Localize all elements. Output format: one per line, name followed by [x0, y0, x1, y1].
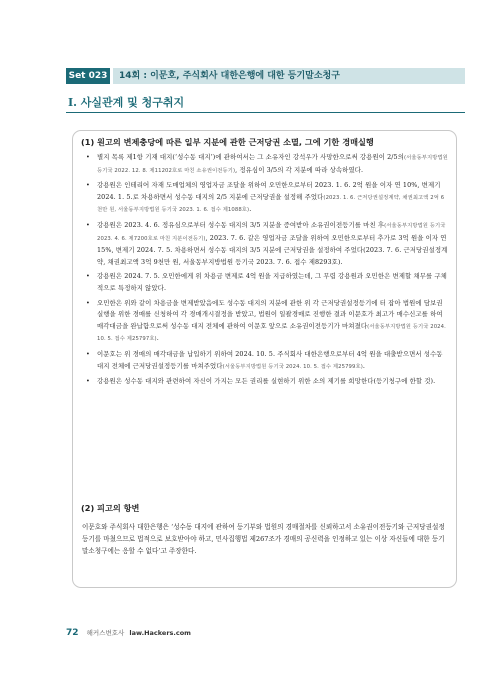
footer-brand: 해커스변호사	[86, 629, 125, 637]
set-label: Set 023	[66, 68, 110, 84]
list-item: • 별지 목록 제1항 기재 대지(‘성수동 대지’)에 관하여서는 그 소유자인 강석우가 사망한으로써 강용원이 2/5의(서울동부지방법원 등기국 2022. 12. 8. 제11202호로 마친 소유권이전등기), 정유심이 3/5의 각 지분에 따라 상속하였다.	[86, 153, 448, 174]
list-item: • 강용원은 2024. 7. 5. 오민한에게 위 차용금 변제로 4억 원을 지급하였는데, 그 무렵 강용원과 오민한은 변제할 채무를 구체적으로 특정하지 않았다.	[86, 272, 447, 292]
defense-paragraph: 이문호와 주식회사 대한은행은 ‘성수동 대지에 관하여 등기부와 법원의 경매절차를 신뢰하고서 소유권이전등기와 근저당권설정등기를 마쳤으므로 법적으로 보호받아야 하고, 민사집행법 제267조가 경매의 공신력을 인정하고 있는 이상 자신들에 대한 등기말소청구에는 응할 수 없다’고 주장한다.	[82, 523, 445, 555]
page-number: 72	[66, 628, 79, 638]
sub-heading-plaintiff: (1) 원고의 변제충당에 따른 일부 지분에 관한 근저당권 소멸, 그에 기한 경매실행	[81, 137, 374, 147]
sub-heading-defense: (2) 피고의 항변	[81, 503, 140, 513]
footer-url: law.Hackers.com	[129, 629, 191, 637]
section-divider	[66, 112, 465, 113]
page-footer	[66, 620, 191, 639]
section-heading: I. 사실관계 및 청구취지	[68, 96, 185, 109]
list-item: • 강용원은 인테리어 자재 도매업체의 영업자금 조달을 위하여 오민한으로부터 2023. 1. 6. 2억 원을 이자 연 10%, 변제기 2024. 1. 5.로 차용하면서 성수동 대지의 2/5 지분에 근저당권을 설정해 주었다(2023. 1. 6. 근저당권설정계약, 채권최고액 2억 6천만 원, 서울동부지방법원 등기국 2023. 1. 6. 접수 제1088호).	[86, 181, 445, 214]
list-item: • 강용원은 성수동 대지와 관련하여 자신이 가지는 모든 권리를 실현하기 위한 소의 제기를 희망한다(등기청구에 한할 것).	[86, 377, 436, 386]
list-item: • 강용원은 2023. 4. 6. 정유심으로부터 성수동 대지의 3/5 지분을 증여받아 소유권이전등기를 마친 후(서울동부지방법원 등기국 2023. 4. 6. 제7200호로 마친 지분이전등기), 2023. 7. 6. 같은 영업자금 조달을 위하여 오민한으로부터 추가로 3억 원을 이자 연 15%, 변제기 2024. 7. 5. 차용하면서 성수동 대지의 3/5 지분에 근저당권을 설정하여 주었다(2023. 7. 6. 근저당권설정계약, 채권최고액 3억 9천만 원, 서울동부지방법원 등기국 2023. 7. 6. 접수 제8293호).	[86, 220, 448, 266]
set-title: 14회 : 이문호, 주식회사 대한은행에 대한 등기말소청구	[113, 68, 465, 84]
fact-bullet-list	[86, 152, 448, 391]
list-item: • 오민한은 위와 같이 차용금을 변제받았음에도 성수동 대지의 지분에 관한 위 각 근저당권설정등기에 터 잡아 법원에 담보권실행을 위한 경매를 신청하여 각 경매개시결정을 받았고, 법원이 일괄경매로 진행한 결과 이문호가 최고가 매수신고를 하여 매각대금을 완납함으로써 성수동 대지 전체에 관하여 이문호 앞으로 소유권이전등기가 마쳐졌다(서울동부지방법원 등기국 2024. 10. 5. 접수 제25797호).	[86, 298, 446, 343]
list-item: • 이문호는 위 경매의 매각대금을 납입하기 위하여 2024. 10. 5. 주식회사 대한은행으로부터 4억 원을 대출받으면서 성수동 대지 전체에 근저당권설정등기를 마쳐주었다(서울동부지방법원 등기국 2024. 10. 5. 접수 제25799호).	[86, 349, 443, 370]
